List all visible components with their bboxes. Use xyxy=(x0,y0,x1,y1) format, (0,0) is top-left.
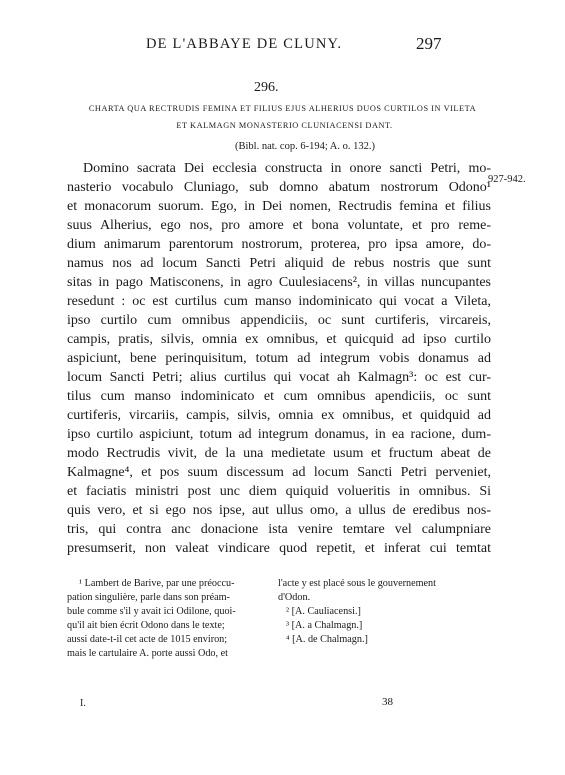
footnote-line: pation singulière, parle dans son préam- xyxy=(67,592,230,603)
folio-number: 38 xyxy=(382,696,393,708)
body-line: Domino sacrata Dei ecclesia constructa in onore sancti Petri, mo- xyxy=(83,161,491,176)
body-line: quis vero, et si ego nos ipse, aut ullus omo, a ullus de eredibus nos- xyxy=(67,503,491,518)
body-line: presumserit, non valeat vindicare quod repetit, et inferat cui temtat xyxy=(67,541,491,556)
body-line: tris, qui contra anc donacione ista venire temtare vel calumpniare xyxy=(67,522,491,537)
body-line: dium animarum parentorum nostrorum, proterea, pro ipsa amore, do- xyxy=(67,237,491,252)
body-line: nasterio vocabulo Cluniago, sub domno abatum nostrorum Odono¹ xyxy=(67,180,491,195)
charter-number: 296. xyxy=(254,80,279,95)
footnote-line: bule comme s'il y avait ici Odilone, quoi- xyxy=(67,606,236,617)
source-reference: (Bibl. nat. cop. 6-194; A. o. 132.) xyxy=(235,141,375,152)
body-line: campis, pratis, silvis, omnia ex omnibus, et quicquid ad ipso curtilo xyxy=(67,332,491,347)
body-line: resedunt : oc est curtilus cum manso indominicato qui vocat a Vileta, xyxy=(67,294,491,309)
running-head: DE L'ABBAYE DE CLUNY. xyxy=(146,36,343,52)
body-line: ipso curtilo aspiciunt, totum ad integrum donamus, in ea racione, dum- xyxy=(67,427,491,442)
charter-title-line-1: CHARTA QUA RECTRUDIS FEMINA ET FILIUS EJUS ALHERIUS DUOS CURTILOS IN VILETA xyxy=(88,104,477,113)
footnote-line: ¹ Lambert de Barive, par une préoccu- xyxy=(79,578,235,589)
body-line: locum Sancti Petri; alius curtilus qui vocat ah Kalmagn³: oc est cur- xyxy=(67,370,491,385)
body-line: et monacorum suorum. Ego, in Dei nomen, Rectrudis femina et filius xyxy=(67,199,491,214)
body-line: namus nos ad locum Sancti Petri aliquid de rebus nostris que sunt xyxy=(67,256,491,271)
charter-title-line-2: ET KALMAGN MONASTERIO CLUNIACENSI DANT. xyxy=(176,121,393,130)
footnote-line: qu'il ait bien écrit Odono dans le texte; xyxy=(67,620,225,631)
body-line: tilus cum manso indominicato et cum omnibus apendiciis, oc sunt xyxy=(67,389,491,404)
footnote-line: ⁴ [A. de Chalmagn.] xyxy=(286,634,368,645)
footnote-line: mais le cartulaire A. porte aussi Odo, et xyxy=(67,648,228,659)
body-line: et faciatis ministri post unc diem quiquid volueritis in omnibus. Si xyxy=(67,484,491,499)
body-line: ipso curtilo cum omnibus appendiciis, oc sunt curtiferis, vircareis, xyxy=(67,313,491,328)
body-line: sitas in pago Matisconens, in agro Cuulesiacens², in villas nuncupantes xyxy=(67,275,491,290)
footnote-line: aussi date-t-il cet acte de 1015 environ; xyxy=(67,634,228,645)
body-line: suus Alherius, ego nos, pro amore et bona voluntate, et pro reme- xyxy=(67,218,491,233)
page-number: 297 xyxy=(416,34,442,53)
body-line: Kalmagne⁴, et pos suum discessum ad locum Sancti Petri perveniet, xyxy=(67,465,491,480)
body-line: aspiciunt, bene perinquisitum, totum ad integrum vobis donamus ad xyxy=(67,351,491,366)
body-line: curtiferis, vircariis, campis, silvis, omnia ex omnibus, et quidquid ad xyxy=(67,408,491,423)
body-line: modo Rectrudis vivit, de la una medietate usum et fructum abeat de xyxy=(67,446,491,461)
footnote-line: l'acte y est placé sous le gouvernement xyxy=(278,578,436,589)
footnote-line: ³ [A. a Chalmagn.] xyxy=(286,620,363,631)
signature-mark: I. xyxy=(80,698,86,709)
footnote-line: d'Odon. xyxy=(278,592,311,603)
footnote-line: ² [A. Cauliacensi.] xyxy=(286,606,361,617)
margin-date: 927-942. xyxy=(488,174,526,185)
